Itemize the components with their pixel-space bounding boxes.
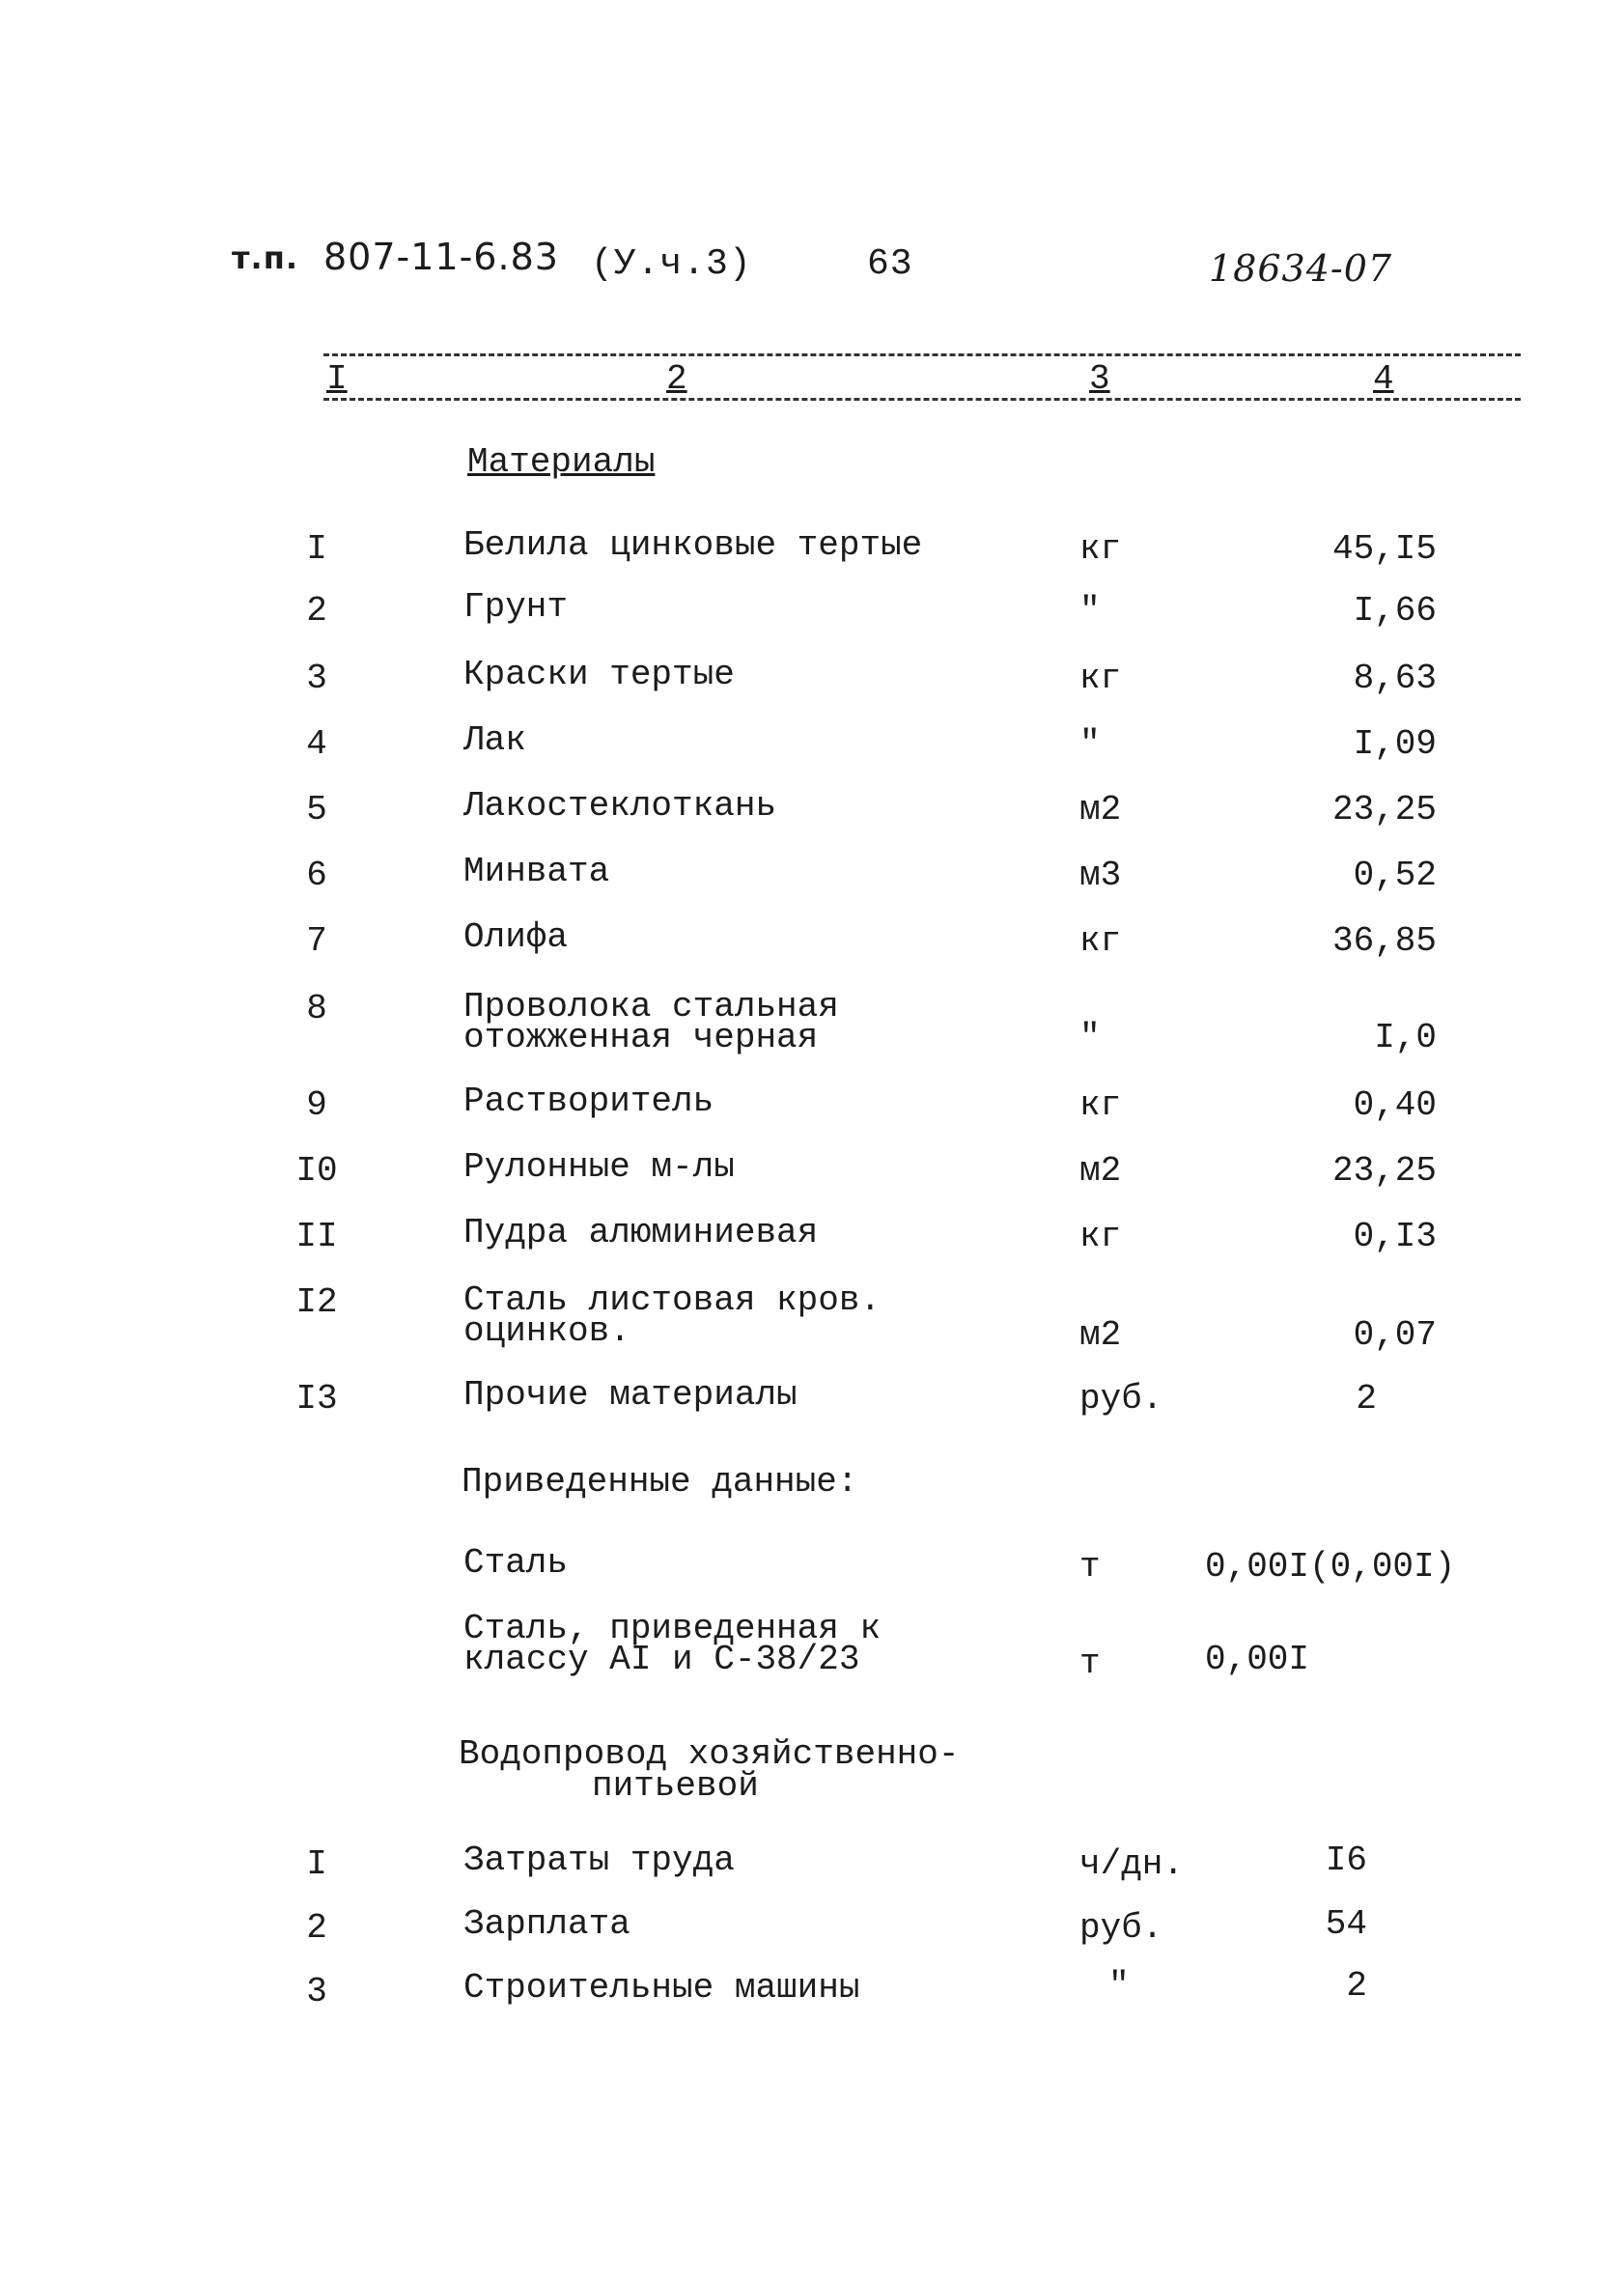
row-unit: ч/дн. — [1079, 1844, 1185, 1884]
water-supply-title — [459, 1734, 960, 1806]
reduced-unit: т — [1079, 1547, 1101, 1587]
reduced-name-line-1: Сталь, приведенная к — [463, 1609, 882, 1648]
header-part: (У.ч.3) — [591, 243, 752, 285]
row-unit: кг — [1079, 659, 1122, 698]
row-name: Лакостеклоткань — [463, 786, 777, 826]
row-name: Грунт — [463, 587, 569, 627]
row-quantity: 2 — [1356, 1379, 1377, 1419]
row-number: 4 — [306, 724, 327, 764]
row-number: 2 — [306, 591, 327, 631]
row-name: Растворитель — [463, 1082, 714, 1121]
header-inventory-number: 18634-07 — [1209, 247, 1393, 290]
row-number: 9 — [306, 1085, 327, 1125]
row-quantity: 45,I5 — [1331, 529, 1437, 569]
row-unit: кг — [1079, 1085, 1122, 1125]
row-number: I0 — [295, 1151, 338, 1191]
row-name: Строительные машины — [463, 1968, 860, 2008]
row-name: Пудра алюминиевая — [463, 1213, 819, 1252]
row-quantity: 0,07 — [1353, 1315, 1437, 1355]
row-name-line-2: отожженная черная — [463, 1018, 819, 1057]
row-quantity: 2 — [1346, 1966, 1367, 2006]
row-unit: м2 — [1079, 1315, 1122, 1355]
column-header-2: 2 — [666, 359, 687, 399]
row-name: Затраты труда — [463, 1841, 735, 1880]
row-quantity: 54 — [1325, 1904, 1367, 1944]
reduced-name-line-2: классу АI и С-38/23 — [463, 1640, 860, 1679]
row-number: 3 — [306, 1972, 327, 2011]
row-unit: " — [1079, 724, 1101, 764]
row-number: I — [306, 529, 327, 569]
row-quantity: 0,52 — [1353, 856, 1437, 895]
reduced-data-title: Приведенные данные: — [462, 1462, 858, 1502]
column-header-4: 4 — [1373, 359, 1394, 399]
row-unit: м3 — [1079, 856, 1122, 895]
row-name: Минвата — [463, 852, 610, 891]
row-number: 5 — [306, 790, 327, 829]
row-quantity: 0,I3 — [1353, 1217, 1437, 1256]
row-number: I — [306, 1844, 327, 1884]
row-unit: кг — [1079, 921, 1122, 961]
reduced-unit: т — [1079, 1644, 1101, 1683]
row-number: 8 — [306, 989, 327, 1028]
row-number: 6 — [306, 856, 327, 895]
materials-title: Материалы — [467, 442, 656, 482]
row-name-line-1: Сталь листовая кров. — [463, 1280, 882, 1320]
dashed-rule-top — [323, 353, 1521, 356]
row-name-line-2: оцинков. — [463, 1311, 630, 1351]
row-name: Лак — [463, 720, 526, 760]
row-quantity: 0,40 — [1353, 1085, 1437, 1125]
reduced-value: 0,00I — [1205, 1640, 1310, 1679]
row-name: Рулонные м-лы — [463, 1147, 735, 1187]
row-quantity: I6 — [1325, 1841, 1367, 1880]
row-name: Зарплата — [463, 1904, 630, 1944]
row-number: I2 — [295, 1282, 338, 1322]
row-number: 2 — [306, 1908, 327, 1948]
row-unit: кг — [1079, 1217, 1122, 1256]
header-tp-label: т.п. — [232, 239, 298, 276]
row-name: Олифа — [463, 917, 569, 957]
row-unit: руб. — [1079, 1379, 1163, 1419]
dashed-rule-bottom — [323, 398, 1521, 401]
header-page-number: 63 — [867, 243, 913, 285]
row-quantity: 8,63 — [1353, 659, 1437, 698]
water-supply-title-line-2: питьевой — [592, 1766, 759, 1806]
column-header-3: 3 — [1089, 359, 1110, 399]
reduced-value: 0,00I(0,00I) — [1205, 1547, 1456, 1587]
row-number: 7 — [306, 921, 327, 961]
row-unit: " — [1079, 591, 1101, 631]
row-name: Прочие материалы — [463, 1375, 798, 1415]
column-header-1: I — [326, 359, 348, 399]
row-unit: м2 — [1079, 1151, 1122, 1191]
row-name-line-1: Проволока стальная — [463, 987, 839, 1026]
row-quantity: I,09 — [1353, 724, 1437, 764]
water-supply-title-line-1: Водопровод хозяйственно- — [459, 1734, 960, 1774]
row-quantity: 36,85 — [1331, 921, 1437, 961]
row-number: 3 — [306, 659, 327, 698]
row-name: Краски тертые — [463, 655, 735, 694]
reduced-name: Сталь — [463, 1543, 569, 1583]
row-number: I3 — [295, 1379, 338, 1419]
row-name: Белила цинковые тертые — [463, 525, 923, 565]
header-project-code: 807-11-6.83 — [323, 236, 559, 278]
row-unit: руб. — [1079, 1908, 1163, 1948]
row-quantity: 23,25 — [1331, 1151, 1437, 1191]
row-quantity: I,0 — [1374, 1018, 1437, 1057]
row-unit: " — [1079, 1018, 1101, 1057]
row-quantity: I,66 — [1353, 591, 1437, 631]
row-number: II — [295, 1217, 338, 1256]
row-quantity: 23,25 — [1331, 790, 1437, 829]
row-unit: " — [1108, 1966, 1130, 2006]
row-unit: м2 — [1079, 790, 1122, 829]
row-unit: кг — [1079, 529, 1122, 569]
